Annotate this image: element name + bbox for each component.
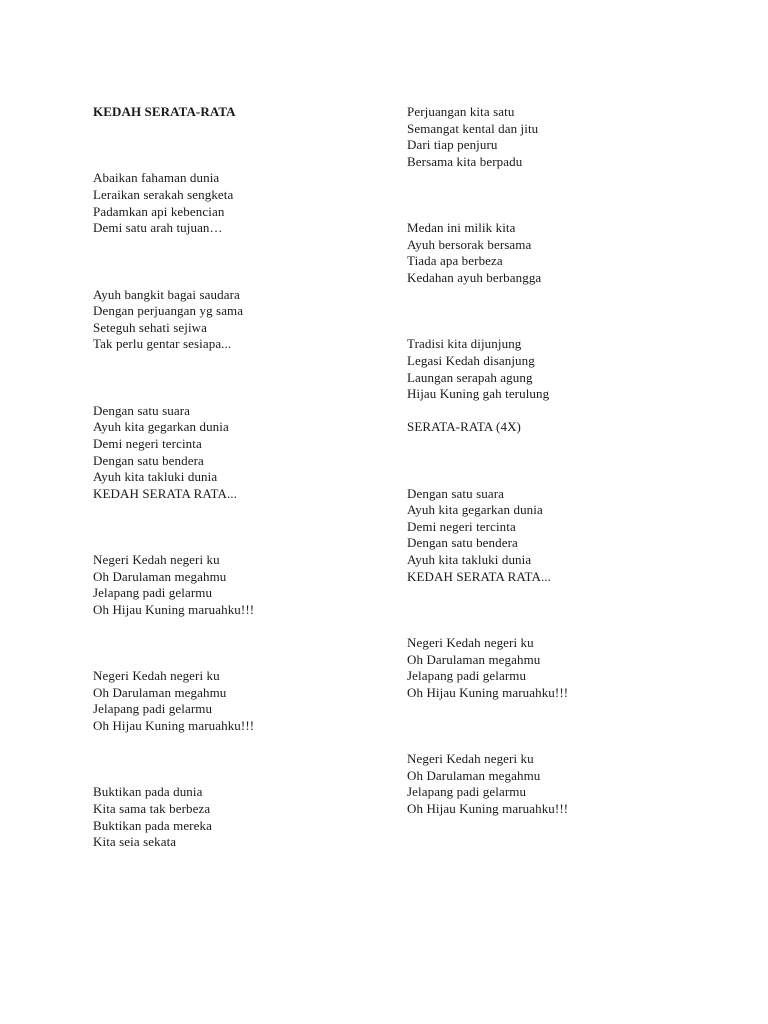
lyric-line: Semangat kental dan jitu — [407, 120, 539, 136]
lyric-line: Dengan satu suara — [407, 485, 504, 501]
lyric-line: Ayuh kita takluki dunia — [93, 469, 218, 485]
lyric-line: Oh Hijau Kuning maruahku!!! — [93, 601, 255, 617]
lyric-line: Negeri Kedah negeri ku — [407, 751, 534, 767]
lyric-line: Hijau Kuning gah terulung — [407, 386, 550, 402]
left-stanza-3 — [93, 403, 393, 503]
lyric-line: Oh Darulaman megahmu — [93, 568, 227, 584]
lyric-line: SERATA-RATA (4X) — [407, 419, 521, 435]
lyric-line: Seteguh sehati sejiwa — [93, 319, 208, 335]
right-stanza-2 — [407, 220, 707, 286]
right-column — [407, 104, 707, 818]
lyric-line: Oh Darulaman megahmu — [407, 651, 541, 667]
lyric-line: Laungan serapah agung — [407, 369, 533, 385]
left-stanza-6 — [93, 784, 393, 850]
right-stanza-4 — [407, 419, 707, 436]
right-stanza-5 — [407, 486, 707, 586]
lyric-line: Jelapang padi gelarmu — [93, 585, 213, 601]
lyric-line: Kedahan ayuh berbangga — [407, 269, 542, 285]
lyric-line: Dengan perjuangan yg sama — [93, 303, 244, 319]
lyric-line: Abaikan fahaman dunia — [93, 170, 220, 186]
lyric-line: Ayuh kita gegarkan dunia — [93, 419, 229, 435]
lyric-line: Oh Hijau Kuning maruahku!!! — [407, 684, 569, 700]
lyric-line: Leraikan serakah sengketa — [93, 186, 234, 202]
lyric-line: Bersama kita berpadu — [407, 153, 523, 169]
lyric-line: Oh Darulaman megahmu — [93, 684, 227, 700]
lyric-line: Dengan satu suara — [93, 402, 190, 418]
lyric-line: Jelapang padi gelarmu — [93, 701, 213, 717]
lyric-line: Tak perlu gentar sesiapa... — [93, 336, 232, 352]
lyric-line: Kita sama tak berbeza — [93, 801, 211, 817]
lyric-line: Dengan satu bendera — [407, 535, 518, 551]
right-stanza-3 — [407, 336, 707, 402]
lyric-line: Jelapang padi gelarmu — [407, 668, 527, 684]
lyric-line: Buktikan pada dunia — [93, 784, 203, 800]
lyric-line: Medan ini milik kita — [407, 220, 516, 236]
left-stanza-5 — [93, 668, 393, 734]
lyric-line: Legasi Kedah disanjung — [407, 352, 535, 368]
lyric-line: Tiada apa berbeza — [407, 253, 503, 269]
lyric-line: Padamkan api kebencian — [93, 203, 225, 219]
right-stanza-7 — [407, 751, 707, 817]
lyric-line: Dari tiap penjuru — [407, 137, 498, 153]
lyric-line: Oh Hijau Kuning maruahku!!! — [407, 801, 569, 817]
lyric-line: Ayuh bangkit bagai saudara — [93, 286, 240, 302]
lyric-line: Ayuh kita takluki dunia — [407, 552, 532, 568]
right-stanza-6 — [407, 635, 707, 701]
lyric-line: Tradisi kita dijunjung — [407, 336, 522, 352]
lyric-line: Ayuh kita gegarkan dunia — [407, 502, 543, 518]
left-stanza-1 — [93, 170, 393, 236]
lyric-line: Kita seia sekata — [93, 834, 177, 850]
lyric-line: Demi satu arah tujuan… — [93, 220, 223, 236]
lyric-line: Negeri Kedah negeri ku — [93, 552, 220, 568]
lyric-line: Oh Hijau Kuning maruahku!!! — [93, 718, 255, 734]
left-stanza-2 — [93, 287, 393, 353]
lyric-line: Jelapang padi gelarmu — [407, 784, 527, 800]
left-column — [93, 104, 393, 851]
lyric-line: Demi negeri tercinta — [93, 435, 202, 451]
lyric-line: Demi negeri tercinta — [407, 518, 516, 534]
lyric-line: Negeri Kedah negeri ku — [407, 635, 534, 651]
lyric-line: Ayuh bersorak bersama — [407, 236, 532, 252]
left-stanza-4 — [93, 552, 393, 618]
lyric-line: Oh Darulaman megahmu — [407, 767, 541, 783]
right-stanza-1 — [407, 104, 707, 170]
lyric-line: Negeri Kedah negeri ku — [93, 668, 220, 684]
lyric-line: KEDAH SERATA RATA... — [407, 568, 552, 584]
song-title: KEDAH SERATA-RATA — [93, 104, 236, 119]
lyric-line: KEDAH SERATA RATA... — [93, 485, 238, 501]
lyric-line: Dengan satu bendera — [93, 452, 204, 468]
lyric-line: Buktikan pada mereka — [93, 817, 212, 833]
lyric-line: Perjuangan kita satu — [407, 104, 515, 119]
